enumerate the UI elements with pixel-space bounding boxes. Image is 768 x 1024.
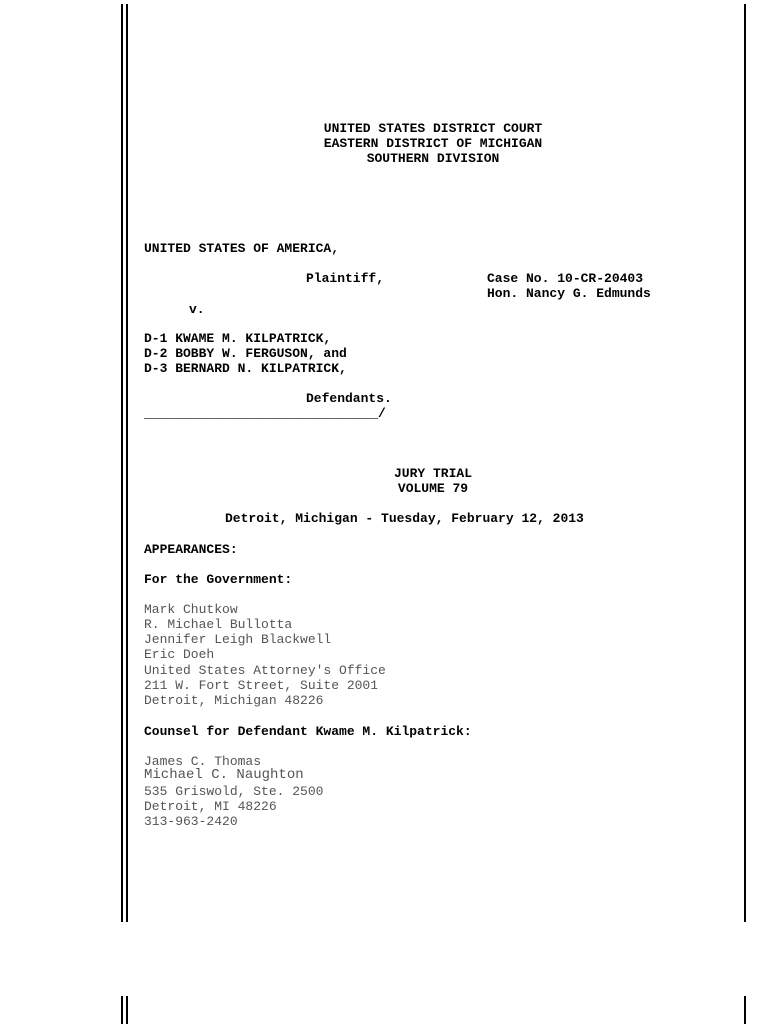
trial-title: JURY TRIAL: [393, 466, 472, 481]
plaintiff-name: UNITED STATES OF AMERICA,: [144, 241, 340, 256]
caption-divider: ______________________________/: [144, 406, 386, 421]
government-attorney: R. Michael Bullotta: [144, 617, 293, 632]
volume-title: VOLUME 79: [397, 481, 469, 496]
government-address: 211 W. Fort Street, Suite 2001: [144, 678, 379, 693]
left-border-inner: [126, 4, 128, 922]
court-division: SOUTHERN DIVISION: [366, 151, 500, 166]
versus: v.: [189, 302, 205, 317]
case-number: Case No. 10-CR-20403: [487, 271, 644, 286]
defendant-3: D-3 BERNARD N. KILPATRICK,: [144, 361, 347, 376]
defendant-2: D-2 BOBBY W. FERGUSON, and: [144, 346, 347, 361]
defense-heading: Counsel for Defendant Kwame M. Kilpatrick:: [144, 724, 472, 739]
plaintiff-role: Plaintiff,: [306, 271, 385, 286]
left-border-outer-next-page: [121, 996, 123, 1024]
left-border-outer: [121, 4, 123, 922]
defendant-1: D-1 KWAME M. KILPATRICK,: [144, 331, 332, 346]
government-heading: For the Government:: [144, 572, 293, 587]
court-district: EASTERN DISTRICT OF MICHIGAN: [323, 136, 543, 151]
government-attorney: Jennifer Leigh Blackwell: [144, 632, 332, 647]
right-border: [744, 4, 746, 922]
government-office: United States Attorney's Office: [144, 663, 386, 678]
court-name: UNITED STATES DISTRICT COURT: [323, 121, 543, 136]
defense-city: Detroit, MI 48226: [144, 799, 277, 814]
defense-address: 535 Griswold, Ste. 2500: [144, 784, 324, 799]
government-attorney: Mark Chutkow: [144, 602, 238, 617]
government-city: Detroit, Michigan 48226: [144, 693, 324, 708]
defendants-role: Defendants.: [306, 391, 392, 406]
government-attorney: Eric Doeh: [144, 647, 215, 662]
left-border-inner-next-page: [126, 996, 128, 1024]
place-and-date: Detroit, Michigan - Tuesday, February 12, 2013: [225, 511, 584, 526]
defense-phone: 313-963-2420: [144, 814, 238, 829]
judge-name: Hon. Nancy G. Edmunds: [487, 286, 651, 301]
right-border-next-page: [744, 996, 746, 1024]
appearances-heading: APPEARANCES:: [144, 542, 238, 557]
defense-attorney: James C. Thomas: [144, 754, 262, 769]
defense-attorney: Michael C. Naughton: [144, 767, 304, 783]
